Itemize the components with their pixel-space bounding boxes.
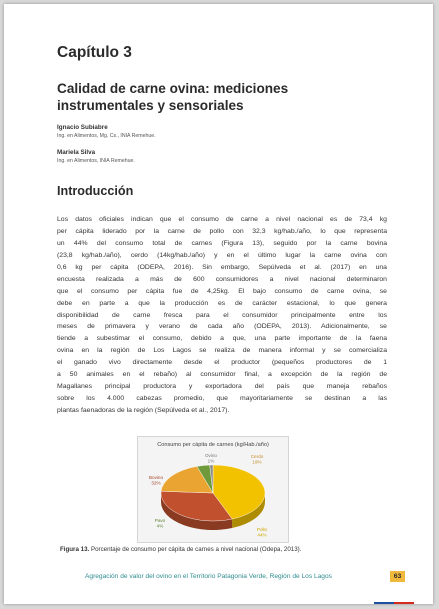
pie-label-bovino: Bovino [148, 475, 164, 480]
paragraph-line: debe en parte a que la producción es de carácter estacional, lo que genera [57, 299, 387, 307]
pie-label-pavo: Pavo [154, 518, 166, 523]
pie-label-ovino: Ovino [204, 453, 218, 458]
chapter-heading: Capítulo 3 [57, 44, 132, 61]
paragraph-line: Los datos oficiales indican que el consumo de carne a nivel nacional es de 73,4 kg [57, 216, 387, 223]
chapter-title-line: Calidad de carne ovina: mediciones [57, 81, 289, 96]
paragraph-line: tiende a subestimar el consumo, debido a que, una parte importante de la faena [57, 335, 387, 343]
author-affiliation: Ing. en Alimentos, Mg. Cs., INIA Remehue. [57, 133, 156, 139]
pie-value-cerdo: 19% [252, 459, 262, 465]
paragraph-line: 0,6 kg per cápita (ODEPA, 2016). Sin embargo, Sepúlveda et al. (2017) en una [57, 263, 387, 271]
paragraph-line: Magallanes principal productora y exportadora del país que maneja rebaños [57, 383, 387, 391]
chapter-title [57, 81, 397, 114]
body-paragraph [57, 214, 387, 417]
paragraph-line: disponibilidad de carne fresca para el consumidor principalmente entre los [57, 311, 387, 319]
paragraph-line: encuesta realizada a más de 600 consumidores a nivel nacional determinaron [57, 275, 387, 283]
section-heading: Introducción [57, 184, 134, 198]
chapter-title-line: instrumentales y sensoriales [57, 97, 244, 113]
pie-value-pollo: 44% [257, 532, 267, 538]
pie-value-pavo: 4% [156, 523, 164, 529]
author-name: Ignacio Subiabre [57, 124, 108, 131]
author-name: Mariela Silva [57, 149, 96, 156]
paragraph-line: meses de primavera y verano de cada año (ODEPA, 2013). Adicionalmente, se [57, 323, 387, 331]
pie-chart [137, 436, 289, 543]
page-number: 63 [390, 571, 405, 582]
paragraph-line: ovina en la región de Los Lagos se realiza de manera informal y se comercializa [57, 347, 387, 355]
caption-label: Figura 13. [60, 546, 90, 553]
pie-label-cerdo: Cerdo [250, 454, 264, 459]
flag-stripe-blue [374, 602, 394, 604]
footer-text: Agregación de valor del ovino en el Territorio Patagonia Verde, Región de Los Lagos [85, 573, 332, 580]
paragraph-line: el ganado vivo directamente desde el productor (pequeños productores de 1 [57, 359, 387, 367]
author-affiliation: Ing. en Alimentos, INIA Remehue. [57, 158, 135, 164]
pie-value-bovino: 32% [151, 480, 161, 486]
paragraph-line: sobre los 4.000 cabezas promedio, que mayoritariamente se destinan a las [57, 395, 387, 403]
paragraph-line: per cápita liderado por la carne de pollo con 32,3 kg/hab./año, lo que representa [57, 227, 387, 235]
pie-chart-svg [138, 437, 288, 542]
figure-caption [60, 546, 301, 553]
pie-slices [161, 465, 265, 521]
document-page [4, 4, 433, 604]
paragraph-line: plantas faenadoras de la región (Sepúlveda et al., 2017). [57, 407, 230, 414]
paragraph-line: un 44% del consumo total de carnes (Figura 13), seguido por la carne bovina [57, 239, 387, 247]
paragraph-line: (23,8 kg/hab./año), cerdo (14kg/hab./año) y en el último lugar la carne ovina con [57, 251, 387, 259]
caption-text: Porcentaje de consumo per cápita de carnes a nivel nacional (Odepa, 2013). [89, 546, 302, 553]
pie-label-pollo: Pollo [256, 527, 268, 532]
chart-title: Consumo per cápita de carnes (kg/Hab./año) [157, 442, 269, 448]
paragraph-line: a 50 animales en el rebaño) al consumidor final, a excepción de la región de [57, 371, 387, 379]
pie-value-ovino: 1% [207, 458, 215, 464]
paragraph-line: que el consumo per cápita fue de 4,25kg. El bajo consumo de carne ovina, se [57, 287, 387, 295]
flag-stripe-red [394, 602, 414, 604]
